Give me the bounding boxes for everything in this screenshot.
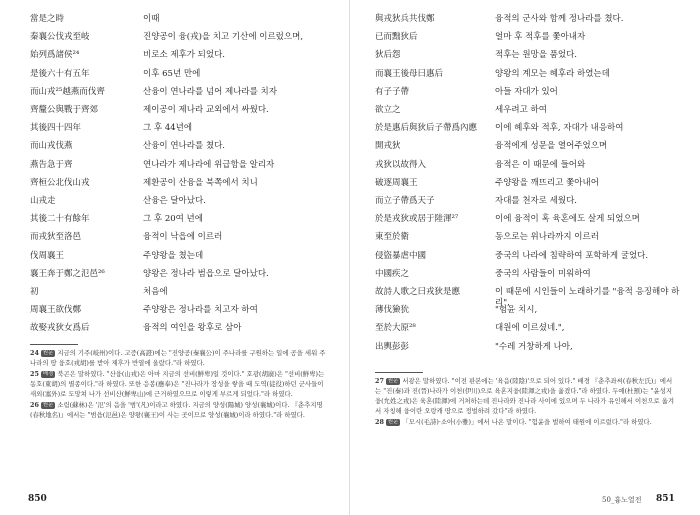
footnote-number: 26 [30, 401, 39, 409]
korean-translation-line: 진양공이 융(戎)을 치고 기산에 이르렀으며, [143, 32, 304, 43]
korean-translation-line: 주양왕은 정나라를 치고자 하여 [143, 305, 258, 316]
korean-translation-line: 융적이 낙읍에 이르러 [143, 232, 223, 243]
korean-translation-line: 융적은 이 때문에 들어와 [495, 159, 586, 170]
footnote-number: 24 [30, 349, 39, 357]
classical-chinese-line: 齊釐公與戰于齊郊 [30, 105, 99, 115]
footnotes [375, 376, 675, 428]
korean-translation-line: 중국의 사람들이 미워하여 [495, 268, 591, 279]
classical-chinese-line: 秦襄公伐戎至岐 [30, 32, 90, 43]
classical-chinese-line: 襄王奔于鄭之氾邑²⁶ [30, 268, 105, 279]
classical-chinese-line: 出輿彭彭 [375, 341, 410, 352]
classical-chinese-line: 故詩人歌之曰戎狄是應 [375, 287, 461, 297]
footnote-number: 27 [375, 377, 384, 385]
korean-translation-line: 비로소 제후가 되었다. [143, 50, 226, 61]
footnote-tag: 배경 [42, 371, 54, 377]
footnote-text: 지금의 기주(岐州)이다. 고증(高證)에는 "진양공(秦襄公)이 주나라를 구원하는 일에 공을 세워 주나라의 땅 융호(戎胡)를 받아 제후가 반열에 올랐다."라 하였다. [30, 349, 326, 367]
footnote [375, 417, 675, 427]
classical-chinese-line: 而襄王後母曰惠后 [375, 68, 444, 79]
korean-translation-line: 자대를 천자로 세웠다. [495, 196, 578, 206]
korean-translation-line: 얼마 후 적후를 쫓아내자 [495, 32, 586, 43]
footnote-tag: 원문 [387, 378, 399, 384]
korean-translation-line: 그 후 44년에 [143, 123, 193, 134]
footnote-text: 북곤은 말하였다. "산융(山戎)은 아마 지금의 선비(鮮卑)일 것이다." 호광(胡廣)은 "선비(鮮卑)는 동호(東胡)의 별종이다."라 하였다. 또한 응봉(應奉)은 "진나라가 장성을 쌓을 때 도역(徒役)하던 군사들이 새외(塞外)로 도망쳐 나가 선비산(鮮卑山)에 근거하였으므로 이렇게 부르게 되었다."라 하였다. [30, 370, 325, 398]
classical-chinese-line: 伐周襄王 [30, 250, 65, 261]
classical-chinese-line: 而山戎²⁵越燕而伐齊 [30, 86, 105, 97]
korean-translation-line: 연나라가 제나라에 위급함을 알리자 [143, 159, 275, 170]
classical-chinese-line: 破逐周襄王 [375, 177, 418, 188]
classical-chinese-line: 而戎狄至洛邑 [30, 232, 82, 243]
classical-chinese-line: 於是惠后與狄后子帶爲內應 [375, 123, 478, 134]
classical-chinese-line: 至於大原²⁸ [375, 323, 416, 334]
footnote-tag: 원문 [42, 350, 54, 356]
classical-chinese-line: 侵盜暴虐中國 [375, 250, 427, 261]
classical-chinese-line: 始列爲諸侯²⁴ [30, 50, 80, 61]
korean-translation-line: "험윤 치시, [495, 305, 538, 316]
footnote [375, 376, 675, 416]
footnote-tag: 원문 [42, 402, 54, 408]
classical-chinese-line: 其後二十有餘年 [30, 214, 90, 225]
classical-chinese-line: 其後四十四年 [30, 123, 82, 134]
korean-translation-line: 이때 [143, 14, 160, 24]
korean-translation-line: 양왕의 계모는 혜후라 하였는데 [495, 68, 610, 79]
korean-translation-line: 제환공이 산융을 북쪽에서 치니 [143, 177, 258, 188]
footnote [30, 369, 330, 399]
footnote-text: 소림(蘇林)은 '氾'의 음을 '범'(凡)이라고 하였다. 지금의 양성(陽城) 양성(襄城)이다. 『춘추지명(春秋地名)』에서는 "범읍(氾邑)은 양왕(襄王)이 사는 곳이므로 양성(襄城)이라 하였다."라 하였다. [30, 401, 323, 419]
classical-chinese-line: 是後六十有五年 [30, 68, 90, 79]
korean-translation-line: 세우려고 하여 [495, 105, 547, 115]
korean-translation-line: 융적에게 성문을 열어주었으며 [495, 141, 608, 152]
classical-chinese-line: 於是戎狄或居于陸渾²⁷ [375, 214, 459, 225]
korean-translation-line: 동으로는 위나라까지 이르러 [495, 232, 599, 243]
korean-translation-line: 중국의 나라에 침략하여 포학하게 굴었다. [495, 250, 649, 261]
footnote-rule [375, 372, 423, 373]
korean-translation-line: 대원에 이르셨네.", [495, 323, 565, 334]
running-head: 50_흉노열전 [602, 496, 642, 504]
footnote-number: 28 [375, 418, 384, 426]
korean-translation-line: 제이공이 제나라 교외에서 싸웠다. [143, 105, 269, 115]
korean-translation-line: 아들 자대가 있어 [495, 86, 558, 97]
classical-chinese-line: 山戎走 [30, 196, 56, 206]
classical-chinese-line: 已而黜狄后 [375, 32, 418, 43]
korean-translation-line: "수레 거창하게 나아, [495, 341, 573, 352]
classical-chinese-line: 故娶戎狄女爲后 [30, 323, 90, 334]
korean-translation-line: 주양왕을 깨뜨리고 쫓아내어 [495, 177, 599, 188]
classical-chinese-line: 與戎狄兵共伐鄭 [375, 14, 435, 24]
right-page-number: 851 [656, 494, 675, 504]
classical-chinese-line: 中國疾之 [375, 268, 410, 279]
classical-chinese-line: 有子子帶 [375, 86, 410, 97]
footnote-number: 25 [30, 370, 39, 378]
footnote [30, 348, 330, 368]
korean-translation-line: 산융이 연나라를 쳤다. [143, 141, 226, 152]
korean-translation-line: 이 때문에 시인들이 노래하기를 "융적 응징해야 하리", [495, 287, 680, 308]
classical-chinese-line: 狄后怨 [375, 50, 401, 61]
classical-chinese-line: 而山戎伐燕 [30, 141, 73, 152]
footnote-tag: 원문 [387, 419, 399, 425]
footnote-text: 서광은 말하였다. "이전 판본에는 '육음(陸陰)'으로 되어 있다." 배경 『춘추좌씨(春秋左氏)』에서는 "진(秦)과 진(晉)나라가 이천(伊川)으로 육혼지융(陸渾之戎)을 옮겼다."라 하였다. 두예(杜預)는 "윤성지융(允姓之戎)은 육혼(陸渾)에 거처하는데 진나라와 진나라 사이에 있으며 두 나라가 유인해서 이천으로 옮겨서 자칭해 융이란 오랑캐 땅으로 정벌하려 갔다"라 하였다. [375, 377, 675, 415]
korean-translation-line: 그 후 20여 년에 [143, 214, 203, 225]
korean-translation-line: 주양왕을 쳤는데 [143, 250, 204, 261]
classical-chinese-line: 薄伐獫狁 [375, 305, 410, 316]
footnote-rule [30, 344, 78, 345]
footnotes [30, 348, 330, 421]
korean-translation-line: 융적의 여인을 왕후로 삼아 [143, 323, 242, 334]
classical-chinese-line: 燕告急于齊 [30, 159, 73, 170]
korean-translation-line: 이후 65년 만에 [143, 68, 201, 79]
classical-chinese-line: 東至於衛 [375, 232, 410, 243]
classical-chinese-line: 欲立之 [375, 105, 401, 115]
classical-chinese-line: 當是之時 [30, 14, 65, 24]
left-page-number: 850 [28, 494, 47, 504]
korean-translation-line: 산융이 연나라를 넘어 제나라를 치자 [143, 86, 277, 97]
korean-translation-line: 적후는 원망을 품었다. [495, 50, 578, 61]
korean-translation-line: 양왕은 정나라 범읍으로 달아났다. [143, 268, 269, 279]
classical-chinese-line: 齊桓公北伐山戎 [30, 177, 90, 188]
classical-chinese-line: 初 [30, 287, 39, 297]
korean-translation-line: 이에 혜후와 적후, 자대가 내응하여 [495, 123, 624, 134]
korean-translation-line: 이에 융적이 혹 육혼에도 살게 되었으며 [495, 214, 640, 225]
footnote [30, 400, 330, 420]
footnote-text: 「모시(毛詩)·소아(小雅)」에서 나온 말이다. "험윤을 벌하여 태원에 이르렀다."라 하였다. [402, 418, 652, 426]
classical-chinese-line: 而立子帶爲天子 [375, 196, 435, 206]
korean-translation-line: 처음에 [143, 287, 168, 297]
classical-chinese-line: 開戎狄 [375, 141, 401, 152]
classical-chinese-line: 周襄王欲伐鄭 [30, 305, 82, 316]
korean-translation-line: 산융은 달아났다. [143, 196, 206, 206]
classical-chinese-line: 戎狄以故得入 [375, 159, 427, 170]
korean-translation-line: 융적의 군사와 함께 정나라를 쳤다. [495, 14, 624, 24]
